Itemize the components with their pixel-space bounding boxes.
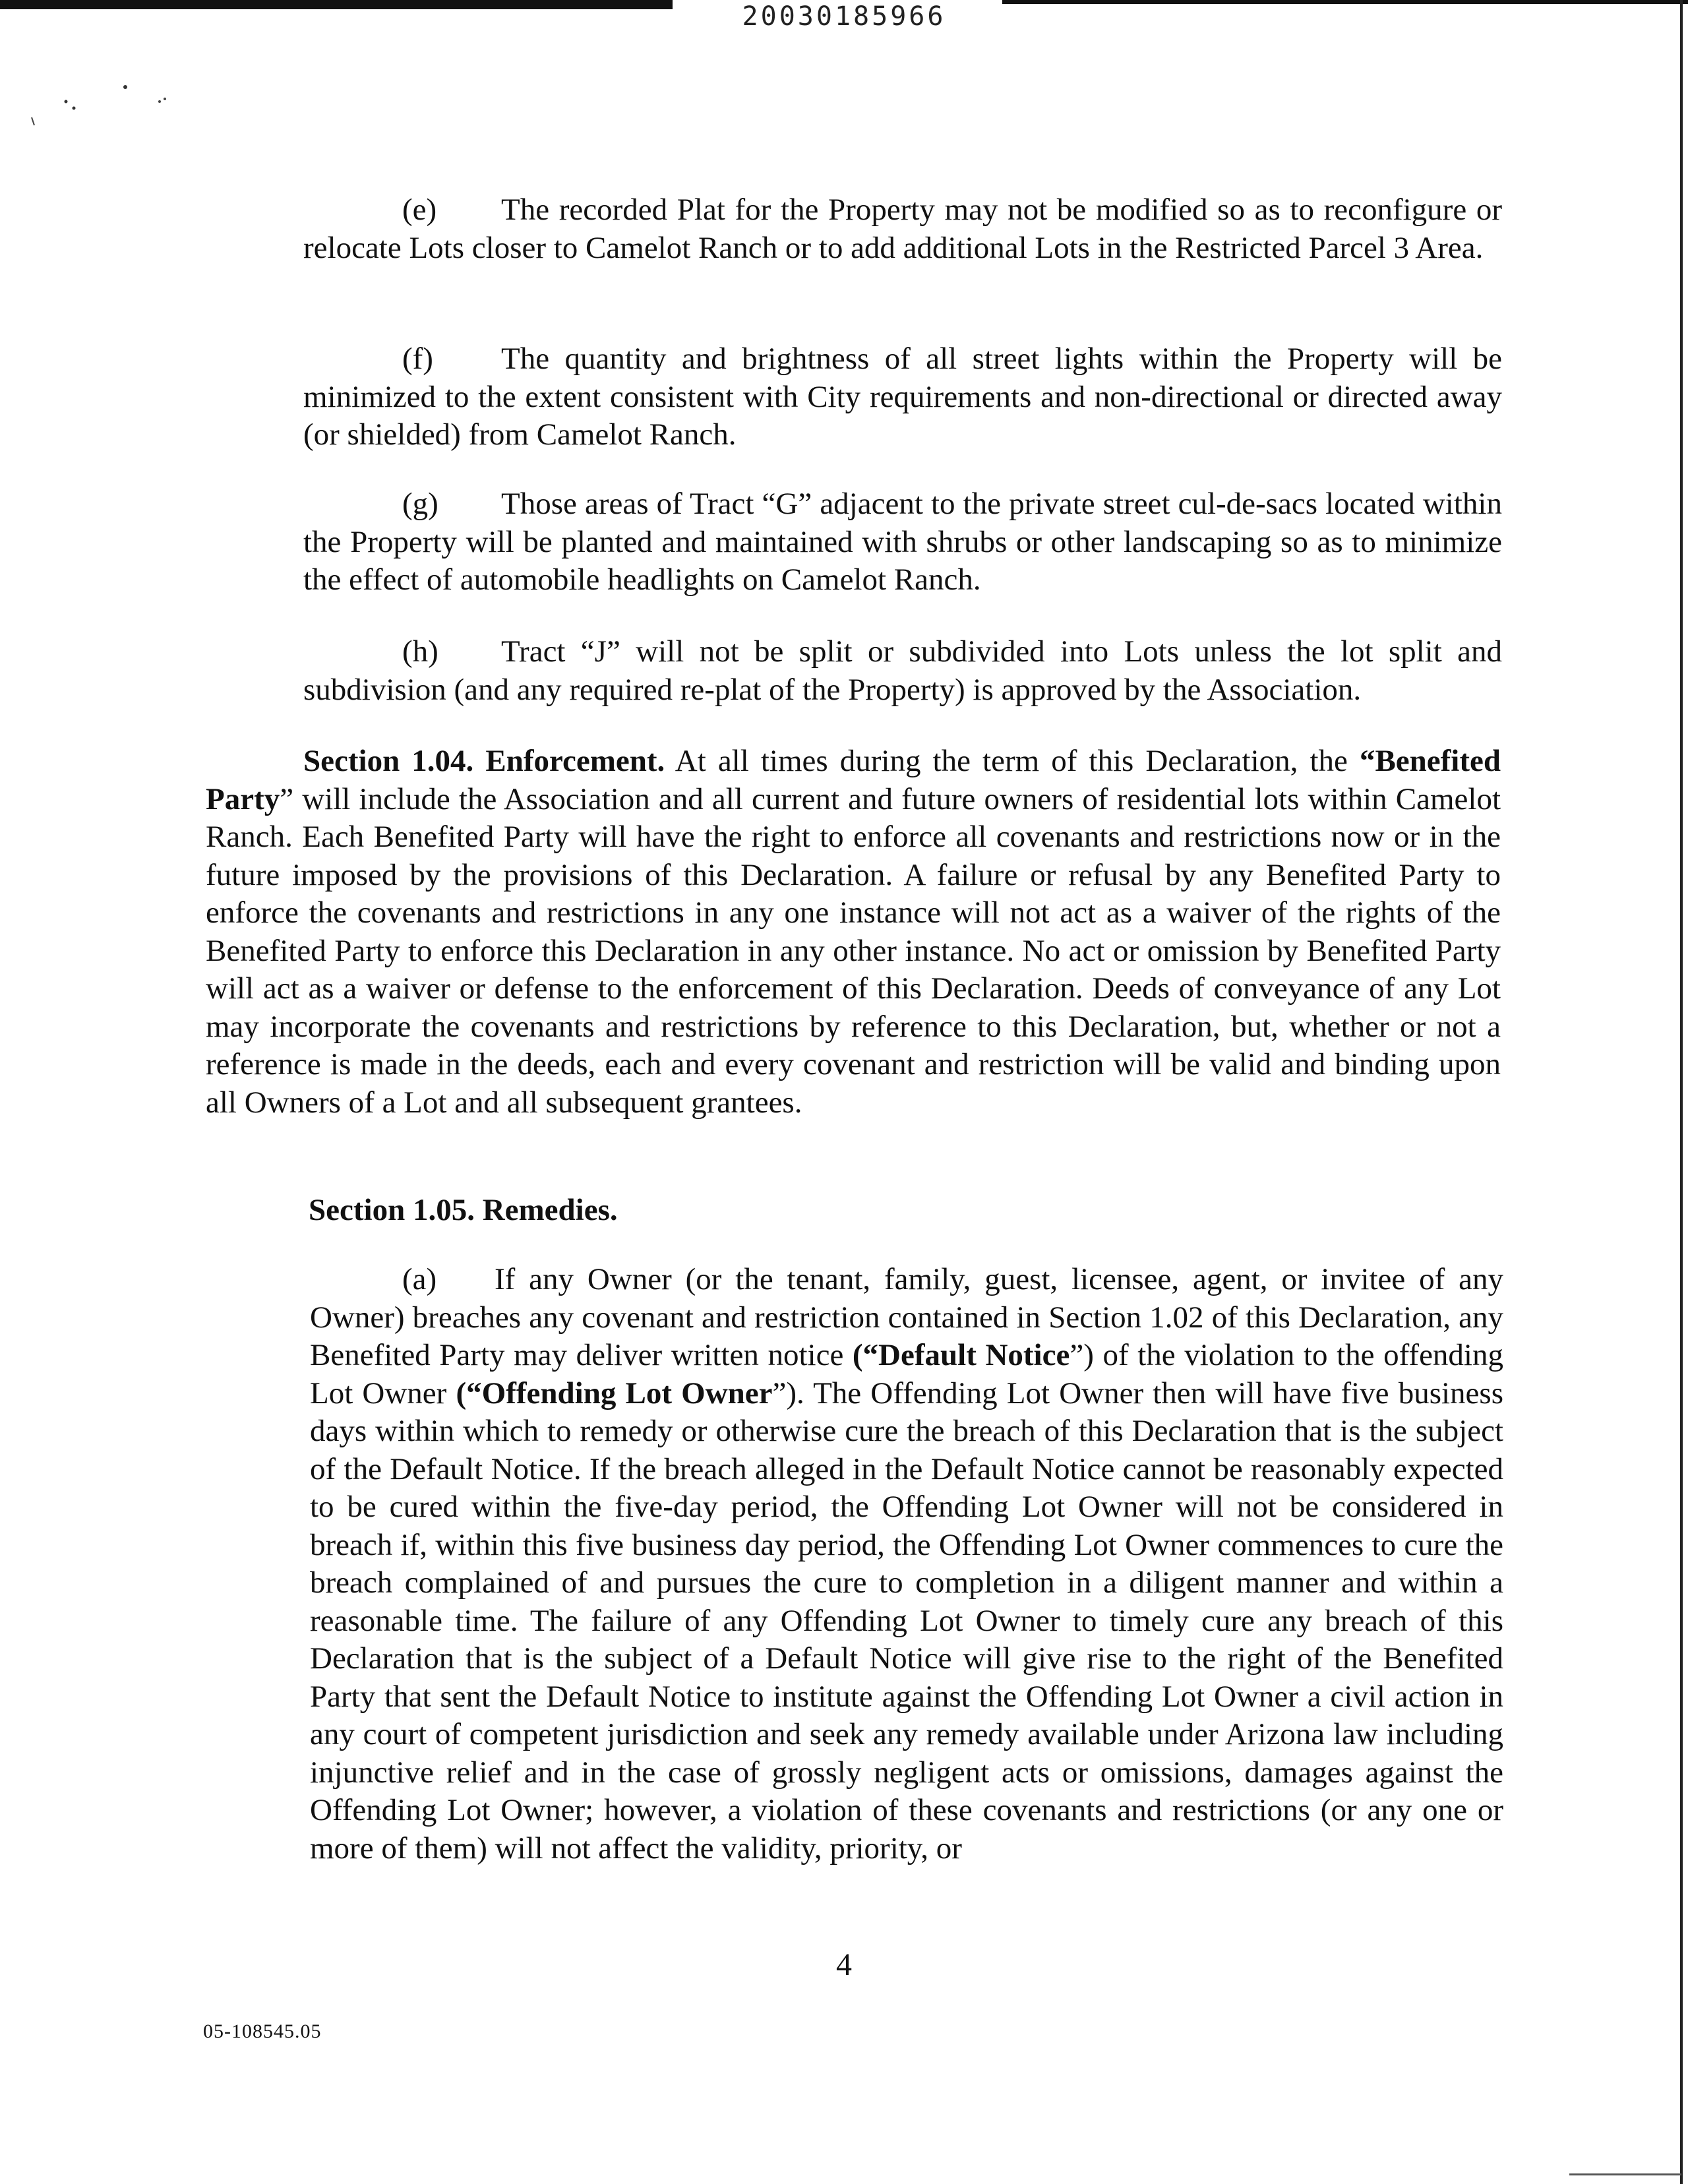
footer-document-code: 05-108545.05 [203, 2020, 322, 2042]
paragraph-label: (a) [402, 1262, 437, 1296]
paragraph-g [303, 485, 1502, 599]
paragraph-text: The quantity and brightness of all street lights within the Property will be minimized to the extent consistent with City requirements and non-directional or directed away (or shielded) from Camelot Ranch. [303, 342, 1502, 452]
paragraph-a [310, 1261, 1503, 1867]
paragraph-label: (e) [402, 193, 437, 227]
paragraph-text: ”) of the violation to the offending Lot Owner [310, 1338, 1503, 1410]
paragraph-label: (f) [402, 342, 433, 376]
section-text: At all times during the term of this Declaration, the [665, 744, 1360, 778]
defined-term: “Benefited Party [206, 744, 1501, 816]
section-1-04 [206, 743, 1501, 1122]
section-1-05-heading: Section 1.05. Remedies. [309, 1193, 618, 1227]
paragraph-text: Those areas of Tract “G” adjacent to the private street cul-de-sacs located within the Property will be planted and maintained with shrubs or other landscaping so as to minimize the effect of automobile headlights on Camelot Ranch. [303, 487, 1502, 597]
paragraph-h [303, 633, 1502, 709]
paragraph-text: Tract “J” will not be split or subdivided into Lots unless the lot split and subdivision (and any required re-plat of the Property) is approved by the Association. [303, 634, 1502, 707]
defined-term: (“Offending Lot Owner [456, 1376, 773, 1410]
section-heading: Section 1.04. Enforcement. [303, 744, 665, 778]
paragraph-e [303, 191, 1502, 267]
paragraph-text: The recorded Plat for the Property may not be modified so as to reconfigure or relocate Lots closer to Camelot Ranch or to add additional Lots in the Restricted Parcel 3 Area. [303, 193, 1502, 265]
scan-border-bottom [1569, 2173, 1681, 2175]
paragraph-label: (g) [402, 487, 438, 521]
paragraph-label: (h) [402, 634, 438, 669]
defined-term: (“Default Notice [852, 1338, 1070, 1372]
paragraph-text: If any Owner (or the tenant, family, guest, licensee, agent, or invitee of any Owner) breaches any covenant and restriction contained in Section 1.02 of this Declaration, any Benefited Party may deliver written notice [310, 1262, 1503, 1372]
page-number: 4 [836, 1947, 852, 1982]
scan-specks [26, 79, 185, 138]
paragraph-text: ”). The Offending Lot Owner then will have five business days within which to remedy or otherwise cure the breach of this Declaration that is the subject of the Default Notice. If the breach alleged in the Default Notice cannot be reasonably expected to be cured within the five-day period, the Offending Lot Owner will not be considered in breach if, within this five business day period, the Offending Lot Owner commences to cure the breach complained of and pursues the cure to completion in a diligent manner and within a reasonable time. The failure of any Offending Lot Owner to timely cure any breach of this Declaration that is the subject of a Default Notice will give rise to the right of the Benefited Party that sent the Default Notice to institute against the Offending Lot Owner a civil action in any court of competent jurisdiction and seek any remedy available under Arizona law including injunctive relief and in the case of grossly negligent acts or omissions, damages against the Offending Lot Owner; however, a violation of these covenants and restrictions (or any one or more of them) will not affect the validity, priority, or [310, 1376, 1503, 1866]
scan-border-right [1680, 0, 1683, 2184]
recording-number: 20030185966 [742, 1, 946, 32]
paragraph-f [303, 340, 1502, 454]
section-text: ” will include the Association and all current and future owners of residential lots within Camelot Ranch. Each Benefited Party will have the right to enforce all covenants and restrictions now or in the future imposed by the provisions of this Declaration. A failure or refusal by any Benefited Party to enforce the covenants and restrictions in any one instance will not act as a waiver of the rights of the Benefited Party to enforce this Declaration in any other instance. No act or omission by Benefited Party will act as a waiver or defense to the enforcement of this Declaration. Deeds of conveyance of any Lot may incorporate the covenants and restrictions by reference to this Declaration, but, whether or not a reference is made in the deeds, each and every covenant and restriction will be valid and binding upon all Owners of a Lot and all subsequent grantees. [206, 781, 1501, 1120]
